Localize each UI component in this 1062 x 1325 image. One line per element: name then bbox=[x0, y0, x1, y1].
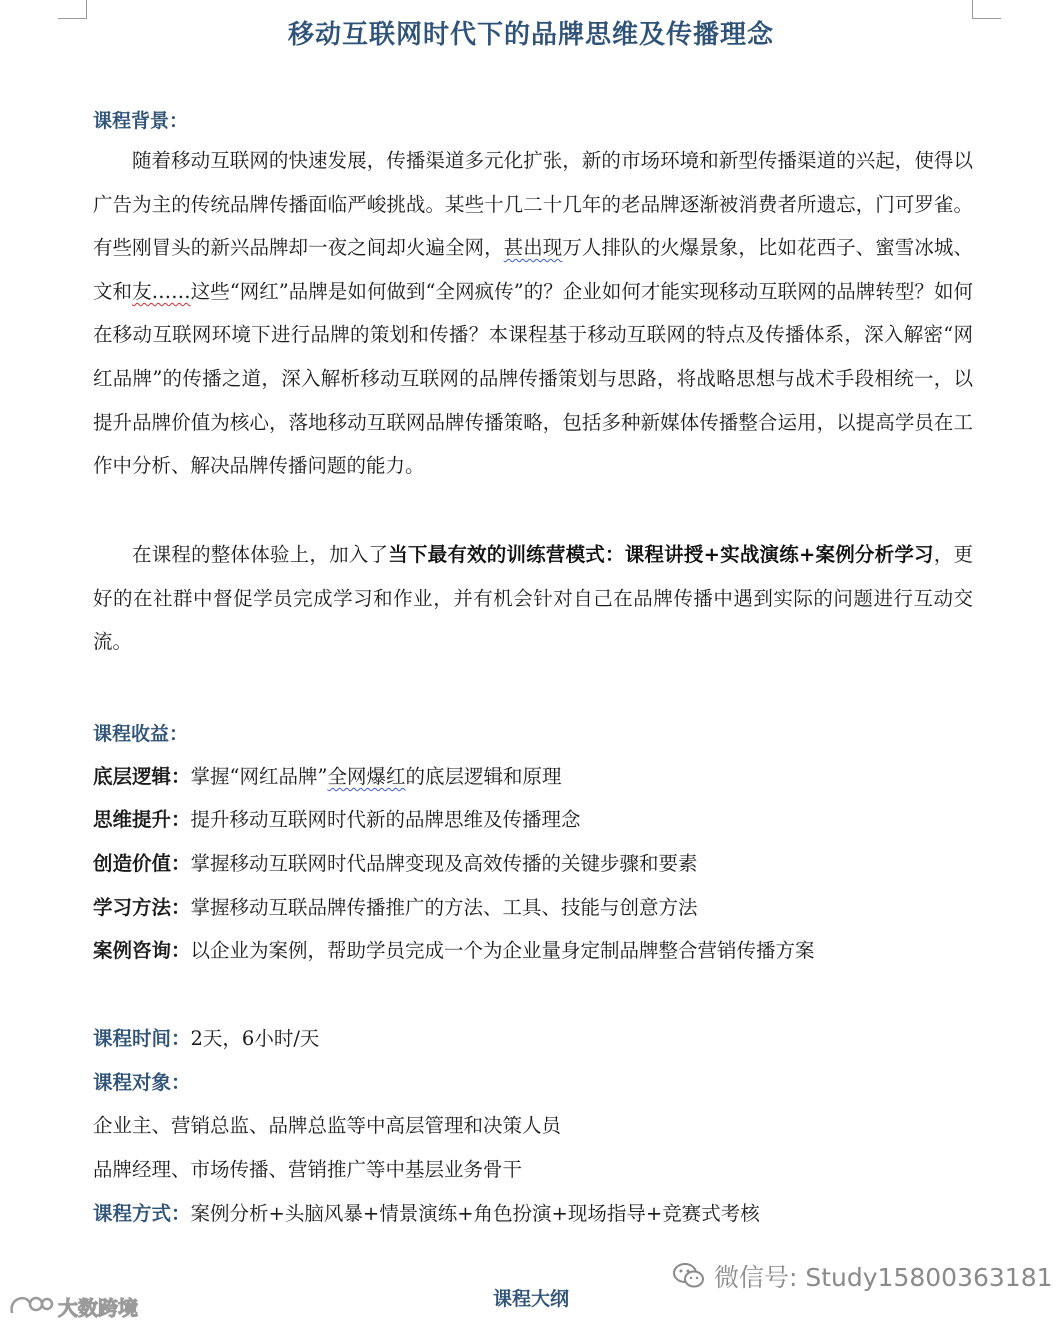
brand-watermark bbox=[8, 1290, 138, 1322]
brand-watermark-text: 大数跨境 bbox=[58, 1295, 138, 1320]
benefits-heading: 课程收益： bbox=[93, 723, 189, 745]
benefit-key: 学习方法： bbox=[93, 896, 191, 919]
audience-line: 品牌经理、市场传播、营销推广等中基层业务骨干 bbox=[93, 1158, 523, 1181]
course-method bbox=[93, 1198, 760, 1226]
course-audience-label: 课程对象： bbox=[93, 1071, 191, 1094]
benefit-text: 提升移动互联网时代新的品牌思维及传播理念 bbox=[190, 808, 581, 831]
brand-logo-icon bbox=[8, 1293, 54, 1319]
outline-heading: 课程大纲 bbox=[492, 1288, 569, 1310]
p2-text-a: 在课程的整体体验上，加入了 bbox=[132, 543, 389, 566]
p2-text-c: ，更好的在社群中督促学员完成学习和作业，并有机会针对自己在品牌传播中遇到实际的问题进行互动交流。 bbox=[93, 543, 973, 654]
benefit-key: 创造价值： bbox=[93, 852, 191, 875]
course-audience-heading bbox=[93, 1067, 191, 1095]
wechat-icon bbox=[672, 1261, 706, 1291]
course-time-label: 课程时间： bbox=[93, 1027, 191, 1050]
benefit-key: 思维提升： bbox=[93, 808, 191, 831]
p1-text-spellcheck-red: 友…… bbox=[132, 279, 191, 303]
p2-text-bold: 当下最有效的训练营模式：课程讲授+实战演练+案例分析学习 bbox=[388, 543, 934, 566]
benefit-text-spellcheck: 全网爆红 bbox=[327, 765, 406, 788]
p1-text-e: 这些“网红”品牌是如何做到“全网疯传”的？企业如何才能实现移动互联网的品牌转型？如何在移动互联网环境下进行品牌的策划和传播？本课程基于移动互联网的特点及传播体系，深入解密“网红品牌”的传播之道，深入解析移动互联网的品牌传播策划与思路，将战略思想与战术手段相统一，以提升品牌价值为核心，落地移动互联网品牌传播策略，包括多种新媒体传播整合运用，以提高学员在工作中分析、解决品牌传播问题的能力。 bbox=[93, 279, 973, 478]
course-method-label: 课程方式： bbox=[93, 1202, 191, 1225]
background-paragraph-1 bbox=[93, 139, 973, 488]
benefit-item bbox=[93, 848, 698, 876]
background-heading: 课程背景： bbox=[93, 110, 189, 132]
benefit-key: 案例咨询： bbox=[93, 939, 191, 962]
background-paragraph-2 bbox=[93, 533, 973, 664]
benefit-item bbox=[93, 804, 581, 832]
course-time bbox=[93, 1023, 319, 1051]
benefit-text: 以企业为案例，帮助学员完成一个为企业量身定制品牌整合营销传播方案 bbox=[190, 939, 815, 962]
document-title: 移动互联网时代下的品牌思维及传播理念 bbox=[287, 20, 774, 50]
course-time-value: 2天，6小时/天 bbox=[190, 1027, 320, 1050]
benefit-text: 掌握“网红品牌” bbox=[190, 765, 328, 788]
wechat-watermark bbox=[672, 1256, 1053, 1296]
benefit-item bbox=[93, 761, 562, 789]
audience-line: 企业主、营销总监、品牌总监等中高层管理和决策人员 bbox=[93, 1114, 562, 1137]
course-method-value: 案例分析+头脑风暴+情景演练+角色扮演+现场指导+竞赛式考核 bbox=[190, 1202, 760, 1225]
p1-text-spellcheck: 甚出现 bbox=[503, 236, 563, 260]
benefit-text-post: 的底层逻辑和原理 bbox=[405, 765, 562, 788]
benefit-key: 底层逻辑： bbox=[93, 765, 191, 788]
benefit-text: 掌握移动互联品牌传播推广的方法、工具、技能与创意方法 bbox=[190, 896, 698, 919]
p1-text-c: 万人排队的火爆景象，比如花西子、蜜雪冰城、文和 bbox=[93, 236, 973, 303]
wechat-watermark-text: 微信号: Study15800363181 bbox=[714, 1263, 1053, 1292]
benefit-item bbox=[93, 935, 815, 963]
p1-text-a: 随着移动互联网的快速发展，传播渠道多元化扩张，新的市场环境和新型传播渠道的兴起，使得以广告为主的传统品牌传播面临严峻挑战。某些十几二十几年的老品牌逐渐被消费者所遗忘，门可罗雀。有些刚冒头的新兴品牌却一夜之间却火遍全网， bbox=[93, 149, 973, 260]
benefit-text: 掌握移动互联网时代品牌变现及高效传播的关键步骤和要素 bbox=[190, 852, 698, 875]
benefit-item bbox=[93, 892, 698, 920]
